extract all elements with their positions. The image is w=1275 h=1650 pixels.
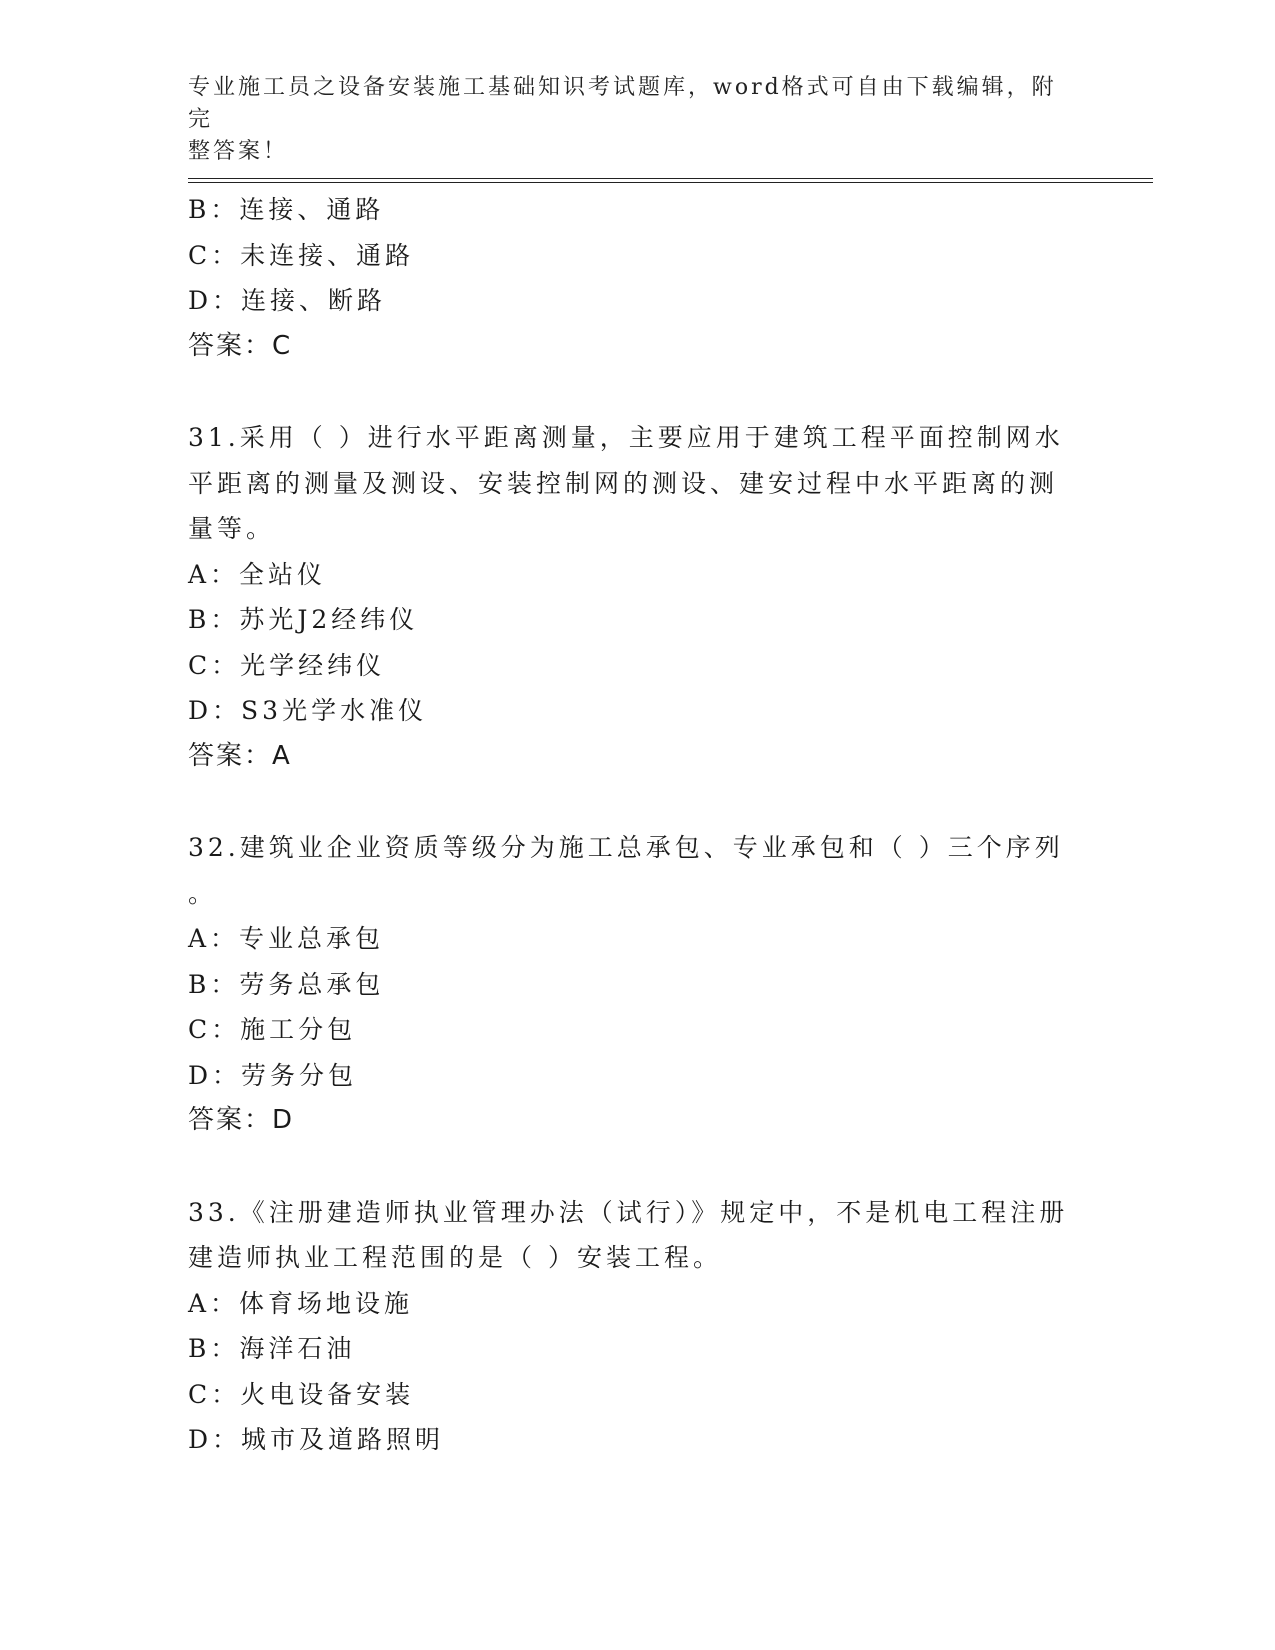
answer-line: 答案：A bbox=[188, 740, 292, 771]
header-line-2: 整答案！ bbox=[188, 139, 289, 164]
option-c: C：未连接、通路 bbox=[188, 240, 415, 270]
option-d: D：城市及道路照明 bbox=[188, 1425, 445, 1454]
option-b: B：劳务总承包 bbox=[188, 969, 385, 999]
question-text-line: 32.建筑业企业资质等级分为施工总承包、专业承包和（ ）三个序列 bbox=[188, 833, 1064, 862]
option-d: D：连接、断路 bbox=[188, 286, 387, 315]
question-text-line: 33.《注册建造师执业管理办法（试行）》规定中，不是机电工程注册 bbox=[188, 1197, 1069, 1227]
option-a: A：专业总承包 bbox=[188, 924, 385, 953]
answer-line: 答案：D bbox=[188, 1105, 295, 1135]
question-block-30 bbox=[188, 187, 1068, 369]
option-a: A：全站仪 bbox=[188, 559, 327, 589]
question-block-33 bbox=[188, 1190, 1068, 1463]
option-a: A：体育场地设施 bbox=[188, 1288, 414, 1318]
header-rule-top bbox=[188, 178, 1153, 179]
question-text-line: 。 bbox=[188, 878, 218, 908]
option-c: C：光学经纬仪 bbox=[188, 650, 386, 680]
header-line-1: 专业施工员之设备安装施工基础知识考试题库，word格式可自由下载编辑，附完 bbox=[188, 75, 1057, 132]
question-text-line: 量等。 bbox=[188, 514, 276, 543]
question-text-line: 31.采用（ ）进行水平距离测量，主要应用于建筑工程平面控制网水 bbox=[188, 423, 1064, 452]
document-header bbox=[188, 72, 1068, 168]
header-rule-bottom bbox=[188, 182, 1153, 183]
option-d: D：S3光学水准仪 bbox=[188, 696, 428, 725]
question-block-32 bbox=[188, 825, 1068, 1144]
option-b: B：连接、通路 bbox=[188, 195, 385, 224]
option-c: C：火电设备安装 bbox=[188, 1379, 415, 1409]
option-c: C：施工分包 bbox=[188, 1015, 357, 1044]
document-body bbox=[188, 187, 1068, 1463]
question-text-line: 平距离的测量及测设、安装控制网的测设、建安过程中水平距离的测 bbox=[188, 468, 1059, 498]
question-text-line: 建造师执业工程范围的是（ ）安装工程。 bbox=[188, 1243, 722, 1272]
option-b: B：苏光J2经纬仪 bbox=[188, 605, 419, 634]
question-block-31 bbox=[188, 415, 1068, 779]
option-b: B：海洋石油 bbox=[188, 1334, 356, 1363]
option-d: D：劳务分包 bbox=[188, 1060, 358, 1090]
answer-line: 答案：C bbox=[188, 330, 293, 361]
